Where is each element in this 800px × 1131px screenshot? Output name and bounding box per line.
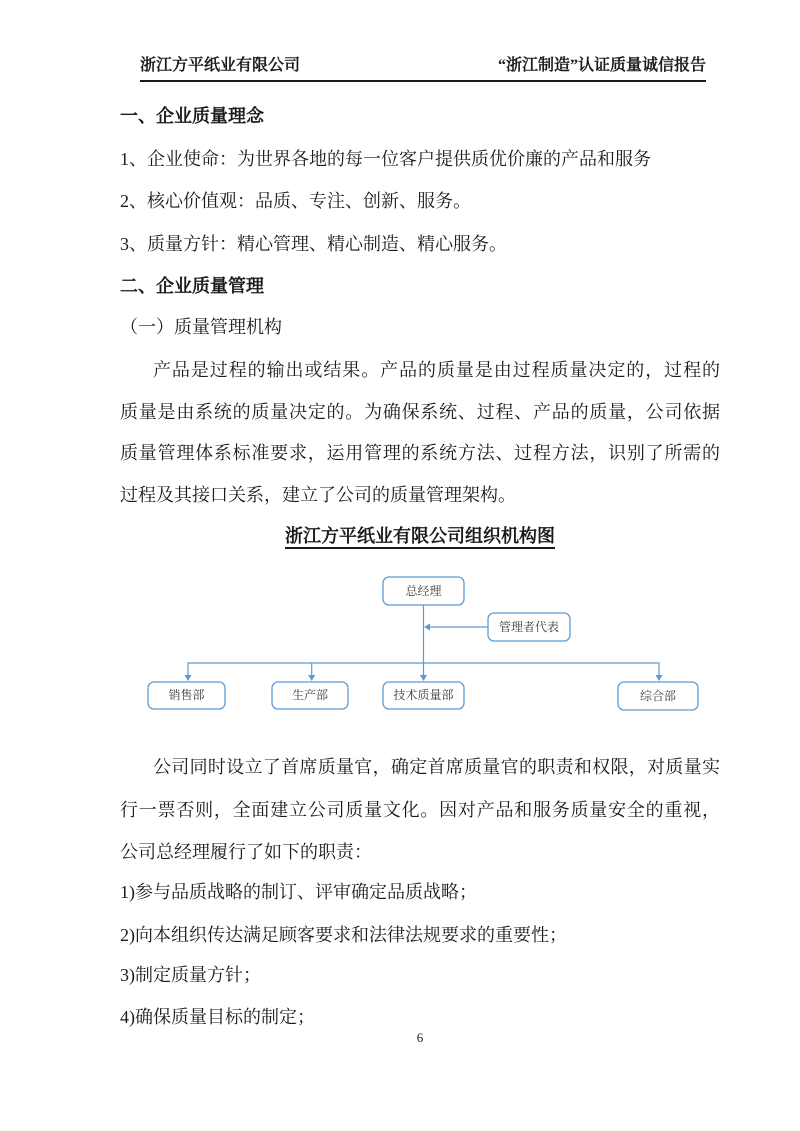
paragraph-line: 公司总经理履行了如下的职责： [120, 842, 372, 862]
org-node-label: 生产部 [291, 688, 329, 702]
org-node-label: 总经理 [405, 584, 442, 598]
org-chart-title-text: 浙江方平纸业有限公司组织机构图 [285, 526, 555, 549]
org-node-label: 技术质量部 [393, 688, 454, 702]
mission-line: 1、企业使命：为世界各地的每一位客户提供质优价廉的产品和服务 [120, 149, 651, 169]
paragraph-line: 公司同时设立了首席质量官，确定首席质量官的职责和权限，对质量实 [153, 757, 720, 777]
quality-policy-line: 3、质量方针：精心管理、精心制造、精心服务。 [120, 234, 507, 254]
paragraph-line: 过程及其接口关系，建立了公司的质量管理架构。 [120, 485, 516, 505]
paragraph-line: 产品是过程的输出或结果。产品的质量是由过程质量决定的，过程的 [153, 360, 720, 380]
org-chart [0, 570, 800, 720]
section-2-heading: 二、企业质量管理 [120, 276, 264, 296]
page-number: 6 [416, 1030, 424, 1045]
duty-item: 4)确保质量目标的制定； [120, 1007, 315, 1027]
duty-item: 2)向本组织传达满足顾客要求和法律法规要求的重要性； [120, 925, 567, 945]
page-header [140, 52, 706, 82]
org-chart-connectors [188, 605, 659, 676]
section-2-subheading: （一）质量管理机构 [120, 317, 282, 337]
header-company-name: 浙江方平纸业有限公司 [140, 57, 301, 74]
paragraph-line: 质量管理体系标准要求，运用管理的系统方法、过程方法，识别了所需的 [120, 443, 720, 463]
core-values-line: 2、核心价值观：品质、专注、创新、服务。 [120, 191, 471, 211]
org-node-label: 管理者代表 [498, 620, 560, 634]
org-chart-title [120, 526, 720, 548]
header-report-title: “浙江制造”认证质量诚信报告 [497, 57, 706, 74]
paragraph-line: 质量是由系统的质量决定的。为确保系统、过程、产品的质量，公司依据 [120, 402, 720, 422]
paragraph-line: 行一票否则，全面建立公司质量文化。因对产品和服务质量安全的重视， [120, 800, 720, 820]
duty-item: 1)参与品质战略的制订、评审确定品质战略； [120, 882, 477, 902]
org-node-label: 综合部 [639, 689, 677, 703]
section-1-heading: 一、企业质量理念 [120, 106, 264, 126]
duty-item: 3)制定质量方针； [120, 965, 261, 985]
org-node-label: 销售部 [168, 688, 205, 702]
